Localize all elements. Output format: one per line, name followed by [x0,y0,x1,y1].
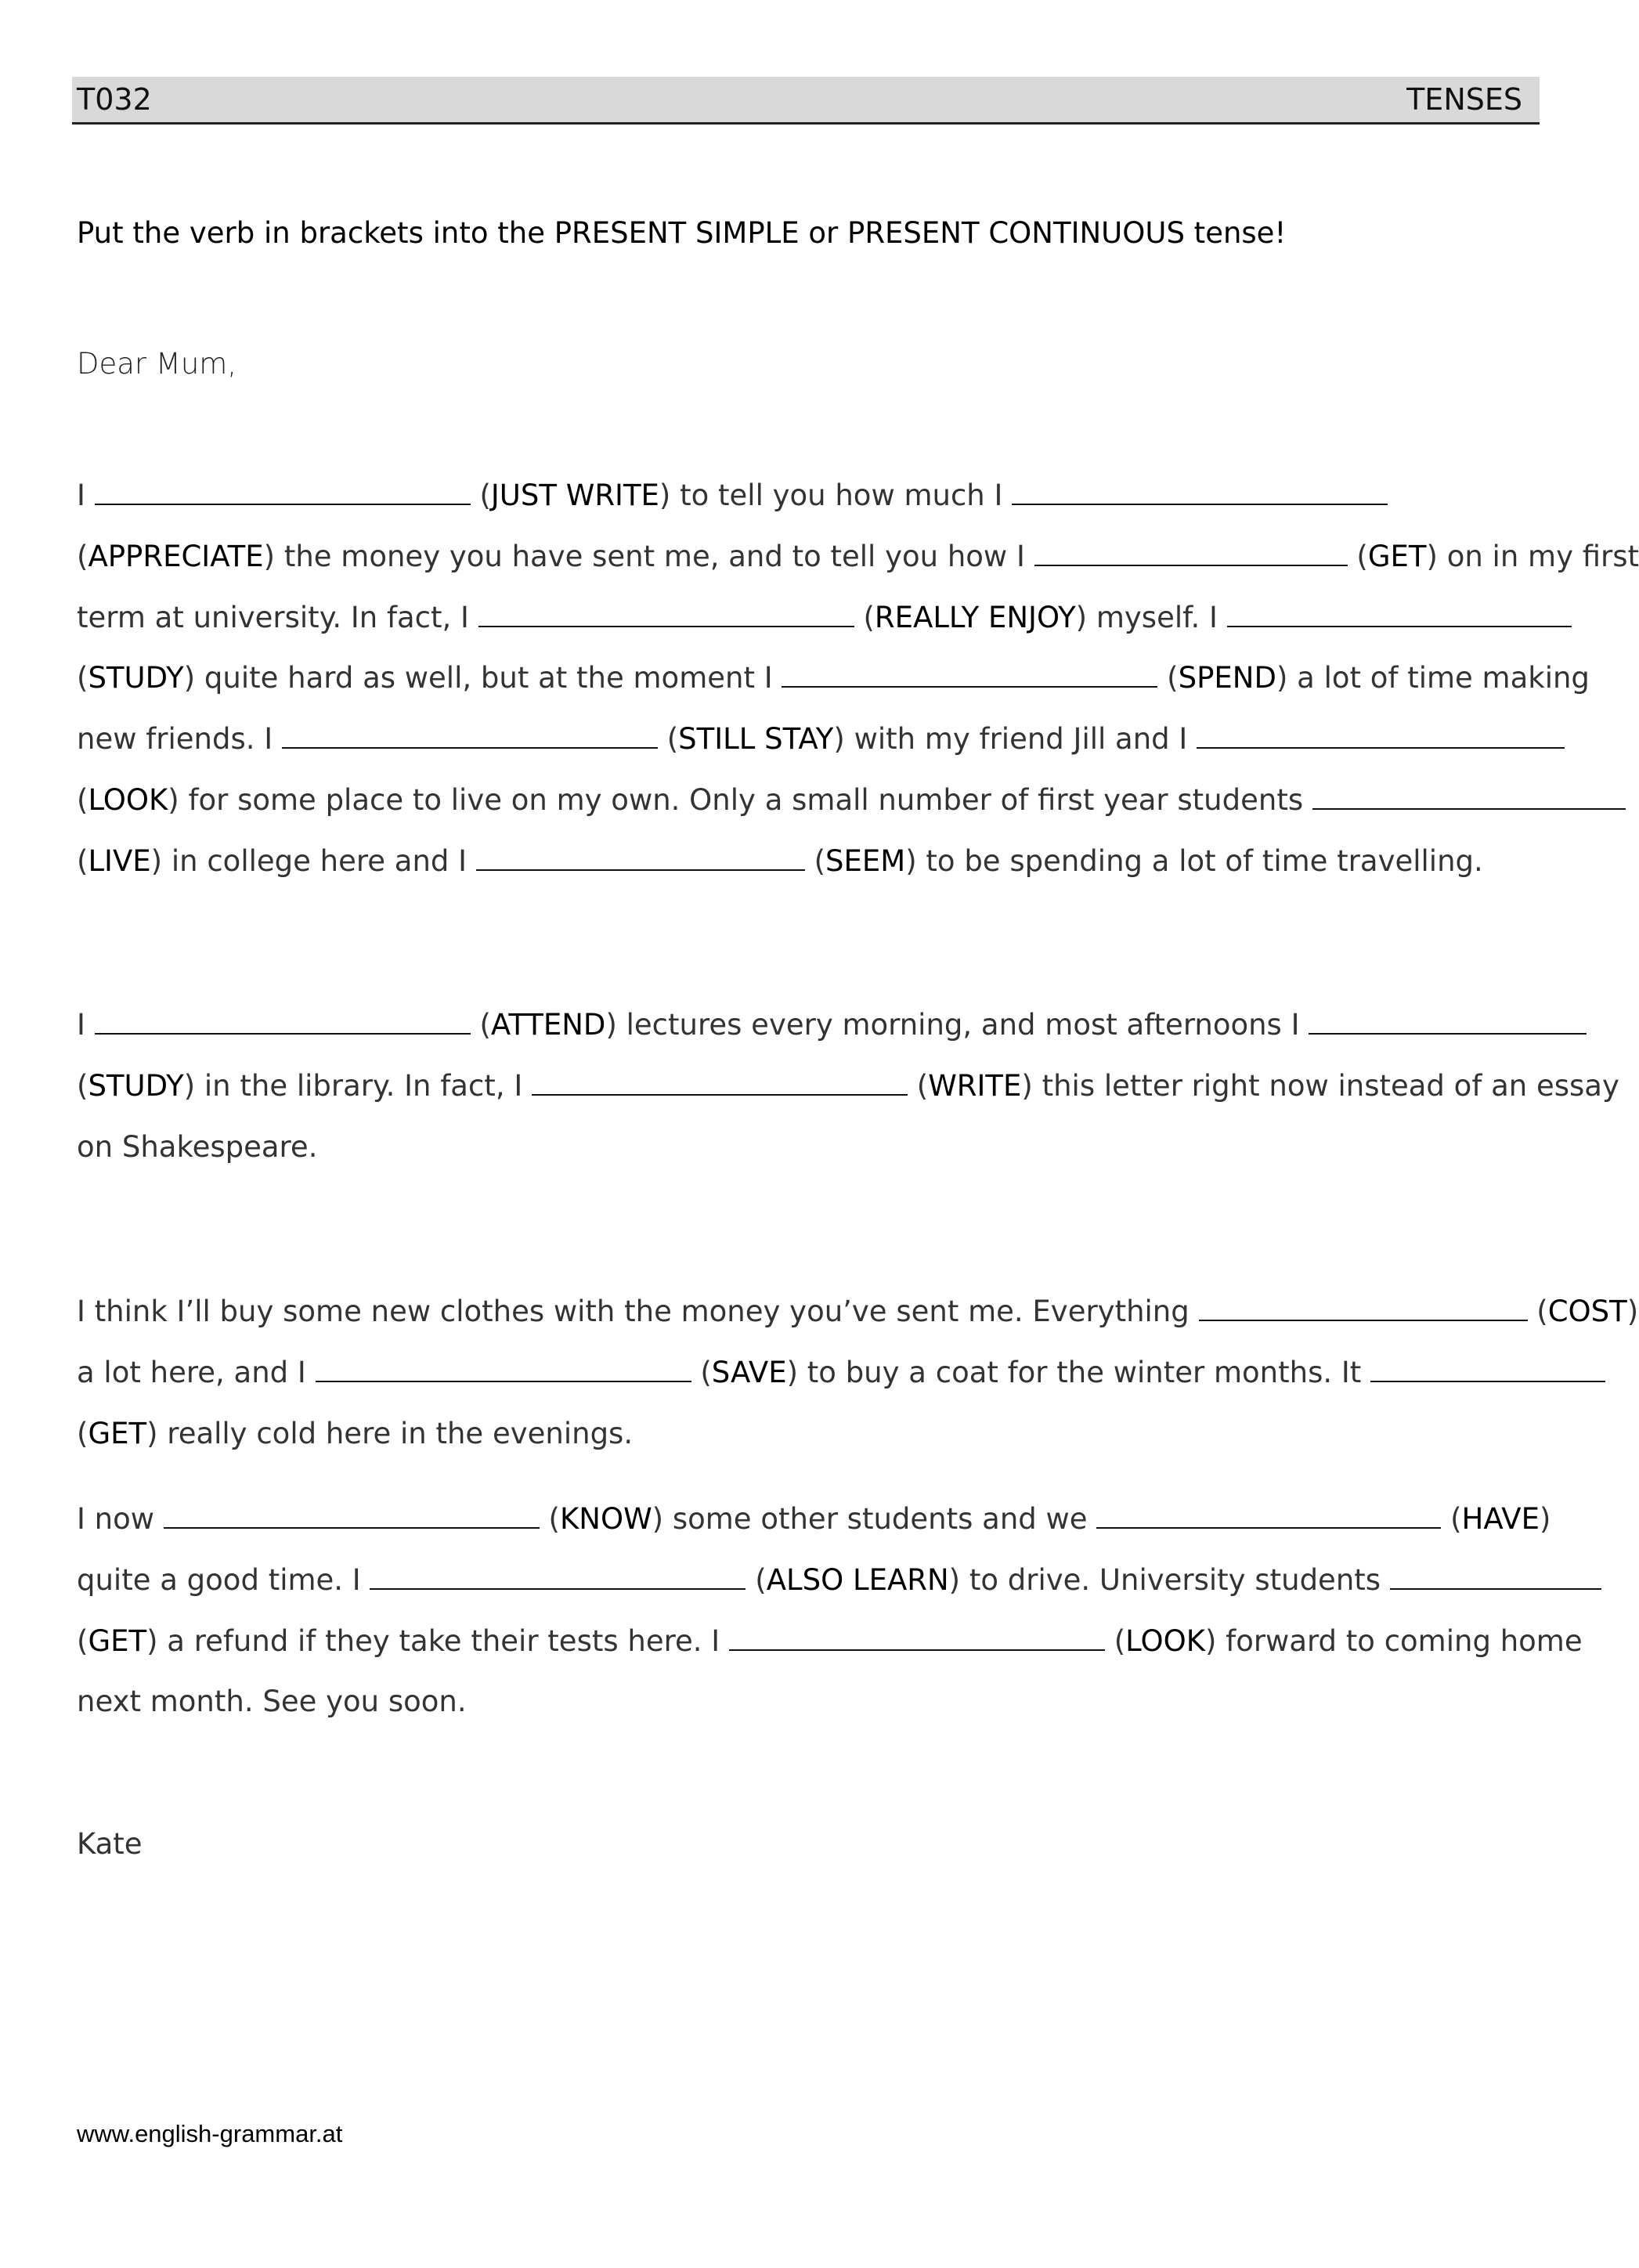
letter-text: ) [1626,1295,1639,1328]
verb-prompt: LOOK [88,782,168,817]
letter-text: ) a refund if they take their tests here. I [146,1623,729,1658]
letter-text: term at university. In fact, I [77,600,478,634]
paragraph-line [77,1489,1551,1550]
paragraph-line [77,1056,1619,1117]
paragraph-line [77,1550,1541,1611]
paragraph-line [77,995,1541,1056]
paragraph-line [77,648,1590,709]
letter-paragraph-3 [77,1281,1639,1464]
verb-prompt: LIVE [88,843,151,878]
answer-blank[interactable] [95,478,471,505]
footer-website: www.english-grammar.at [77,2120,343,2147]
letter-text: ( [1441,1502,1462,1536]
letter-text: ( [908,1068,929,1103]
letter-text: I think I’ll buy some new clothes with the money you’ve sent me. Everything [77,1295,1199,1328]
paragraph-line [77,1671,1541,1732]
verb-prompt: KNOW [560,1502,652,1536]
letter-text: ( [77,843,88,878]
verb-prompt: SAVE [711,1355,787,1389]
letter-text: ) to buy a coat for the winter months. It [786,1355,1371,1389]
letter-text: ( [77,1068,88,1103]
answer-blank[interactable] [729,1623,1105,1651]
letter-text: ) this letter right now instead of an essay [1021,1068,1619,1103]
worksheet-header [72,77,1540,125]
letter-paragraph-4 [77,1489,1583,1732]
paragraph-line [77,709,1541,770]
letter-text: ) the money you have sent me, and to tell you how I [263,539,1034,573]
paragraph-line [77,831,1541,892]
letter-text: ) some other students and we [652,1502,1097,1536]
verb-prompt: SPEND [1178,661,1276,695]
verb-prompt: ATTEND [490,1008,606,1042]
verb-prompt: APPRECIATE [88,539,264,573]
verb-prompt: REALLY ENJOY [874,600,1076,634]
letter-text: ) lectures every morning, and most afternoons I [605,1008,1309,1042]
letter-text: ) in college here and I [150,843,476,878]
letter-text: ( [1527,1295,1548,1328]
letter-signature: Kate [77,1827,143,1861]
letter-text: ( [1347,539,1368,573]
letter-text: ) really cold here in the evenings. [146,1416,634,1450]
paragraph-line [77,770,1541,831]
answer-blank[interactable] [1096,1501,1441,1529]
answer-blank[interactable] [1227,600,1572,627]
letter-paragraph-2 [77,995,1619,1177]
letter-text: ) to be spending a lot of time travelling. [905,843,1483,878]
letter-text: ) to tell you how much I [659,479,1013,512]
paragraph-line [77,1403,1541,1464]
paragraph-line [77,587,1541,648]
answer-blank[interactable] [1197,721,1565,749]
letter-text: ( [804,843,826,878]
answer-blank[interactable] [1199,1294,1528,1321]
letter-text: ( [77,782,88,817]
answer-blank[interactable] [370,1562,745,1590]
paragraph-line [77,526,1639,587]
answer-blank[interactable] [782,660,1157,688]
verb-prompt: COST [1547,1295,1627,1328]
answer-blank[interactable] [1309,1007,1587,1035]
letter-text: ) [1539,1502,1551,1536]
letter-text: next month. See you soon. [77,1685,467,1719]
letter-text: ( [854,600,875,634]
letter-text: ( [691,1355,712,1389]
letter-text: quite a good time. I [77,1562,370,1597]
paragraph-line [77,1342,1541,1403]
letter-text: a lot here, and I [77,1355,316,1389]
letter-text: ( [539,1502,560,1536]
letter-text: ) myself. I [1075,600,1227,634]
answer-blank[interactable] [1390,1562,1601,1590]
letter-text: ) forward to coming home [1204,1623,1583,1658]
answer-blank[interactable] [476,843,805,871]
letter-text: ) in the library. In fact, I [183,1068,532,1103]
answer-blank[interactable] [478,600,854,627]
letter-greeting: Dear Mum, [77,347,237,381]
letter-text: ) quite hard as well, but at the moment I [183,661,782,695]
letter-text: ) to drive. University students [948,1562,1390,1597]
letter-text: I [77,479,95,512]
letter-text: ( [77,1623,88,1658]
letter-text: new friends. I [77,722,282,757]
answer-blank[interactable] [1034,539,1348,566]
letter-text: ) for some place to live on my own. Only a small number of first year students [168,782,1312,817]
paragraph-line [77,1611,1583,1672]
letter-paragraph-1 [77,465,1639,892]
letter-text: ( [77,539,88,573]
answer-blank[interactable] [282,721,658,749]
verb-prompt: HAVE [1461,1502,1540,1536]
letter-text: ) a lot of time making [1276,661,1590,695]
answer-blank[interactable] [164,1501,540,1529]
verb-prompt: WRITE [928,1068,1022,1103]
verb-prompt: STUDY [88,1068,184,1103]
verb-prompt: JUST WRITE [490,479,659,512]
worksheet-code: T032 [77,82,152,117]
answer-blank[interactable] [95,1007,471,1035]
answer-blank[interactable] [1370,1355,1605,1382]
letter-text: I [77,1008,95,1042]
worksheet-topic: TENSES [1406,82,1522,117]
letter-text: I now [77,1502,164,1536]
letter-text: ( [745,1562,767,1597]
letter-text: ( [470,479,491,512]
verb-prompt: STILL STAY [678,722,834,757]
letter-text: on Shakespeare. [77,1129,318,1164]
paragraph-line [77,465,1541,526]
letter-text: ( [470,1008,491,1042]
verb-prompt: ALSO LEARN [766,1562,949,1597]
answer-blank[interactable] [1312,782,1626,810]
verb-prompt: GET [88,1623,147,1658]
paragraph-line [77,1281,1639,1342]
letter-text: ( [657,722,679,757]
exercise-instruction: Put the verb in brackets into the PRESENT SIMPLE or PRESENT CONTINUOUS tense! [77,216,1287,250]
answer-blank[interactable] [316,1355,691,1382]
verb-prompt: GET [1367,539,1427,573]
letter-text: ) with my friend Jill and I [833,722,1197,757]
letter-text: ) on in my first [1426,539,1639,573]
verb-prompt: LOOK [1125,1623,1205,1658]
letter-text: ( [1104,1623,1126,1658]
letter-text: ( [77,1416,88,1450]
verb-prompt: STUDY [88,661,184,695]
verb-prompt: GET [88,1416,147,1450]
paragraph-line [77,1117,1541,1178]
verb-prompt: SEEM [825,843,906,878]
letter-text: ( [77,661,88,695]
answer-blank[interactable] [1012,478,1388,505]
answer-blank[interactable] [532,1068,908,1096]
letter-text: ( [1157,661,1179,695]
